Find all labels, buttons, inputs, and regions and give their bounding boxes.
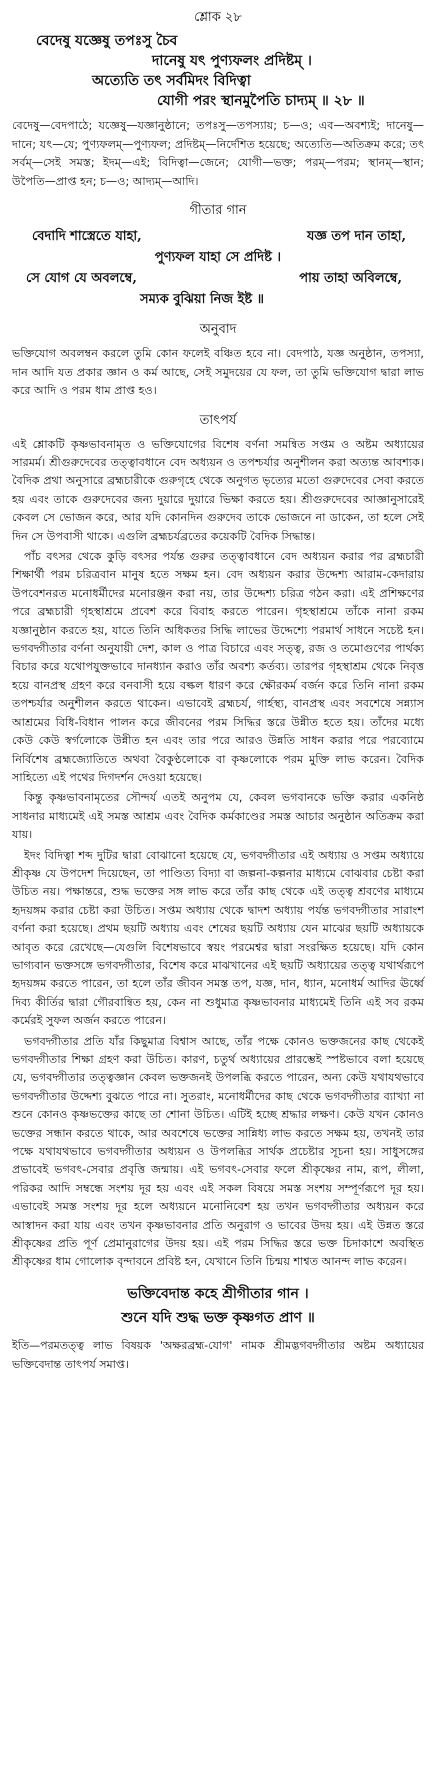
- purport-paragraph-2: পাঁচ বৎসর থেকে কুড়ি বৎসর পর্যন্ত গুরুর তত্ত্বাবধানে বেদ অধ্যয়ন করার পর ব্রহ্মচারী শিক্ষার্থী পরম চরিত্রবান মানুষ হতে সক্ষম হন। বেদ অধ্যয়ন করার উদ্দেশ্য আরাম-কেদারায় উপবেশনরত মনোধর্মীদের মনোরঞ্জন করা নয়, তার উদ্দেশ্য চরিত্র গঠন করা। এই প্রশিক্ষণের পরে ব্রহ্মচারী গৃহস্থাশ্রমে প্রবেশ করে বিবাহ করতে পারেন। গৃহস্থাশ্রমে তাঁকে নানা রকম যজ্ঞানুষ্ঠান করতে হয়, যাতে তিনি অধিকতর সিদ্ধি লাভের উদ্দেশ্যে পরমার্থ সাধনে সচেষ্ট হন। ভগবদ্গীতার বর্ণনা অনুযায়ী দেশ, কাল ও পাত্র বিচারে এবং সত্ত্ব, রজ ও তমোগুণের পার্থক্য বিচার করে যথোপযুক্তভাবে দানধ্যান করাও তাঁর অবশ্য কর্তব্য। তারপর গৃহস্থাশ্রম থেকে নিবৃত্ত হয়ে বানপ্রস্থ গ্রহণ করে বনবাসী হয়ে বল্কল ধারণ করে ক্ষৌরকর্ম বর্জন করে তিনি নানা রকম তপশ্চর্যার অনুশীলন করতে থাকেন। এভাবেই ব্রহ্মচর্য, গার্হস্থ্য, বানপ্রস্থ এবং সবশেষে সন্ন্যাস আশ্রমের বিধি-বিধান পালন করে জীবনের পরম সিদ্ধির স্তরে উন্নীত হতে হয়। তাঁদের মধ্যে কেউ কেউ স্বর্গলোকে উন্নীত হন এবং তার পরে আরও উন্নতি সাধন করার পরে পরব্যোমে নির্বিশেষ ব্রহ্মজ্যোতিতে অথবা বৈকুণ্ঠলোকে বা কৃষ্ণলোকে পরম মুক্তি লাভ করেন। বৈদিক সাহিত্যে এই পথের দিগদর্শন দেওয়া হয়েছে।: [12, 550, 424, 784]
- verse-line-4: যোগী পরং স্থানমুপৈতি চাদ্যম্ ॥ ২৮ ॥: [157, 93, 365, 109]
- closing-line-2: শুনে যদি শুদ্ধ ভক্ত কৃষ্ণগত প্রাণ ॥: [121, 1309, 315, 1326]
- purport-text: [12, 436, 424, 1272]
- sanskrit-verse: [12, 31, 424, 111]
- chapter-colophon: ইতি—পরমতত্ত্ব লাভ বিষয়ক 'অক্ষরব্রহ্ম-যোগ' নামক শ্রীমদ্ভগবদ্গীতার অষ্টম অধ্যায়ের ভক্তিবেদান্ত তাৎপর্য সমাপ্ত।: [12, 1338, 424, 1371]
- song-heading: গীতার গান: [189, 203, 247, 219]
- verse-line-1: বেদেষু যজ্ঞেষু তপঃসু চৈব: [36, 33, 178, 49]
- song-line-1: [12, 226, 424, 247]
- shloka-number: শ্লোক ২৮: [194, 10, 242, 25]
- word-for-word-synonyms: বেদেষু—বেদপাঠে; যজ্ঞেষু—যজ্ঞানুষ্ঠানে; তপঃসু—তপস্যায়; চ—ও; এব—অবশ্যই; দানেষু—দানে; যৎ—যে; পুণ্যফলম্—পুণ্যফল; প্রদিষ্টম্—নির্দেশিত হয়েছে; অত্যেতি—অতিক্রম করে; তৎ সর্বম্—সেই সমস্ত; ইদম্—এই; বিদিত্বা—জেনে; যোগী—ভক্ত; পরম্—পরম; স্থানম্—স্থান; উপৈতি—প্রাপ্ত হন; চ—ও; আদ্যম্—আদি।: [12, 119, 424, 188]
- closing-line-1: ভক্তিবেদান্ত কহে শ্রীগীতার গান ।: [127, 1285, 309, 1302]
- purport-paragraph-5: ভগবদ্গীতার প্রতি যাঁর কিছুমাত্র বিশ্বাস আছে, তাঁর পক্ষে কোনও ভক্তজনের কাছ থেকেই ভগবদ্গীতার শিক্ষা গ্রহণ করা উচিত। কারণ, চতুর্থ অধ্যায়ের প্রারম্ভেই স্পষ্টভাবে বলা হয়েছে যে, ভগবদ্গীতার তত্ত্বজ্ঞান কেবল ভক্তজনই উপলব্ধি করতে পারেন, অন্য কেউ যথাযথভাবে ভগবদ্গীতার উদ্দেশ্য বুঝতে পারে না। সুতরাং, মনোধর্মীদের কাছ থেকে ভগবদ্গীতার ব্যাখ্যা না শুনে কোনও কৃষ্ণভক্তের কাছে তা শোনা উচিত। এটিই হচ্ছে শ্রদ্ধার লক্ষণ। কেউ যখন কোনও ভক্তের সন্ধান করতে থাকে, আর অবশেষে ভক্তের সান্নিধ্য লাভ করতে সক্ষম হয়, তখনই তার পক্ষে যথাযথভাবে ভগবদ্গীতার অধ্যয়ন ও উপলব্ধির সার্থক প্রচেষ্টার সূচনা হয়। সাধুসঙ্গের প্রভাবেই ভগবৎ-সেবার প্রবৃত্তি জন্মায়। এই ভগবৎ-সেবার ফলে শ্রীকৃষ্ণের নাম, রূপ, লীলা, পরিকর আদি সম্বন্ধে সংশয় দূর হয় এবং এই সকল বিষয়ে সমস্ত সংশয় সম্পূর্ণরূপে দূর হয়। এভাবেই সমস্ত সংশয় দূর হলে অধ্যয়নে মনোনিবেশ হয় তখন ভগবদ্গীতার অধ্যয়ন করে আস্বাদন করা যায় এবং তখন কৃষ্ণভাবনার প্রতি অনুরাগ ও ভাবের উদয় হয়। এই উন্নত স্তরে শ্রীকৃষ্ণের প্রতি পূর্ণ প্রেমানুরাগের উদয় হয়। এই পরম সিদ্ধির স্তরে ভক্ত চিদাকাশে অবস্থিত শ্রীকৃষ্ণের ধাম গোলোক বৃন্দাবনে প্রবিষ্ট হন, যেখানে তিনি চিন্ময় শাশ্বত আনন্দ লাভ করেন।: [12, 1034, 424, 1269]
- translation-paragraph: ভক্তিযোগ অবলম্বন করলে তুমি কোন ফলেই বঞ্চিত হবে না। বেদপাঠ, যজ্ঞ অনুষ্ঠান, তপস্যা, দান আদি যত প্রকার জ্ঞান ও কর্ম আছে, সেই সমুদয়ের যে ফল, তা তুমি ভক্তিযোগ দ্বারা লাভ করে আদি ও পরম ধাম প্রাপ্ত হও।: [12, 347, 424, 398]
- song-line-3-left: সে যোগ যে অবলম্বে,: [26, 271, 137, 287]
- song-line-1-right: যজ্ঞ তপ দান তাহা,: [306, 229, 406, 245]
- verse-line-2: দানেষু যৎ পুণ্যফলং প্রদিষ্টম্ ।: [152, 53, 312, 69]
- closing-couplet: [12, 1282, 424, 1330]
- gitar-gan-song: [12, 226, 424, 310]
- verse-line-3: অত্যেতি তৎ সর্বমিদং বিদিত্বা: [92, 73, 251, 89]
- song-line-2: পুণ্যফল যাহা সে প্রদিষ্ট ।: [154, 250, 282, 266]
- song-line-4: সম্যক বুঝিয়া নিজ ইষ্ট ॥: [140, 292, 265, 308]
- song-line-1-left: বেদাদি শাস্ত্রেতে যাহা,: [32, 229, 142, 245]
- translation-text: [12, 345, 424, 400]
- purport-paragraph-1: এই শ্লোকটি কৃষ্ণভাবনামৃত ও ভক্তিযোগের বিশেষ বর্ণনা সমন্বিত সপ্তম ও অষ্টম অধ্যায়ের সারমর্ম। শ্রীগুরুদেবের তত্ত্বাবধানে বেদ অধ্যয়ন ও তপশ্চর্যার অনুশীলন করা অত্যন্ত আবশ্যক। বৈদিক প্রথা অনুসারে ব্রহ্মচারীকে গুরুগৃহে থেকে অনুগত ভৃত্যের মতো গুরুদেবের সেবা করতে হয় এবং তাকে গুরুদেবের জন্য দুয়ারে দুয়ারে ভিক্ষা করতে হয়। শ্রীগুরুদেবের আজ্ঞানুসারেই কেবল সে ভোজন করে, আর যদি কোনদিন গুরুদেব তাকে ভোজনে না ডাকেন, তা হলে সেই দিন সে উপবাসী থাকে। এগুলি ব্রহ্মচর্যব্রতের কয়েকটি বৈদিক সিদ্ধান্ত।: [12, 437, 424, 543]
- purport-paragraph-4: ইদং বিদিত্বা শব্দ দুটির দ্বারা বোঝানো হয়েছে যে, ভগবদ্গীতার এই অধ্যায় ও সপ্তম অধ্যায়ে শ্রীকৃষ্ণ যে উপদেশ দিয়েছেন, তা পাণ্ডিত্য বিদ্যা বা জল্পনা-কল্পনার মাধ্যমে বোঝবার চেষ্টা করা উচিত নয়। পক্ষান্তরে, শুদ্ধ ভক্তের সঙ্গ লাভ করে তাঁর কাছ থেকে এই তত্ত্ব শ্রবণের মাধ্যমে হৃদয়ঙ্গম করার চেষ্টা করা উচিত। সপ্তম অধ্যায় থেকে দ্বাদশ অধ্যায় পর্যন্ত ভগবদ্গীতার সারাংশ বর্ণনা করা হয়েছে। প্রথম ছয়টি অধ্যায় এবং শেষের ছয়টি অধ্যায় যেন মাঝের ছয়টি অধ্যায়কে আবৃত করে রেখেছে—যেগুলি বিশেষভাবে স্বয়ং পরমেশ্বর দ্বারা সংরক্ষিত হয়েছে। যদি কোন ভাগ্যবান ভক্তসঙ্গে ভগবদ্গীতার, বিশেষ করে মাঝখানের এই ছয়টি অধ্যায়ের তত্ত্ব যথার্থরূপে হৃদয়ঙ্গম করতে পারেন, তা হলে তাঁর জীবন সমস্ত তপ, যজ্ঞ, দান, ধ্যান, মনোধর্ম আদির ঊর্ধ্বে দিব্য কীর্তির দ্বারা গৌরবান্বিত হয়, কেন না শুধুমাত্র কৃষ্ণভাবনার মাধ্যমেই তিনি এই সব রকম কর্মেরই সুফল অর্জন করতে পারেন।: [12, 848, 424, 1028]
- purport-heading: তাৎপর্য: [199, 412, 237, 428]
- song-line-3-right: পায় তাহা অবিলম্বে,: [299, 271, 402, 287]
- translation-heading: অনুবাদ: [199, 322, 237, 338]
- purport-paragraph-3: কিন্তু কৃষ্ণভাবনামৃতের সৌন্দর্য এতই অনুপম যে, কেবল ভগবানকে ভক্তি করার একনিষ্ঠ সাধনার মাধ্যমেই এই সমস্ত আশ্রম এবং বৈদিক কর্মকাণ্ডের সমস্ত আচার অনুষ্ঠান অতিক্রম করা যায়।: [12, 791, 424, 842]
- song-line-3: [12, 268, 424, 289]
